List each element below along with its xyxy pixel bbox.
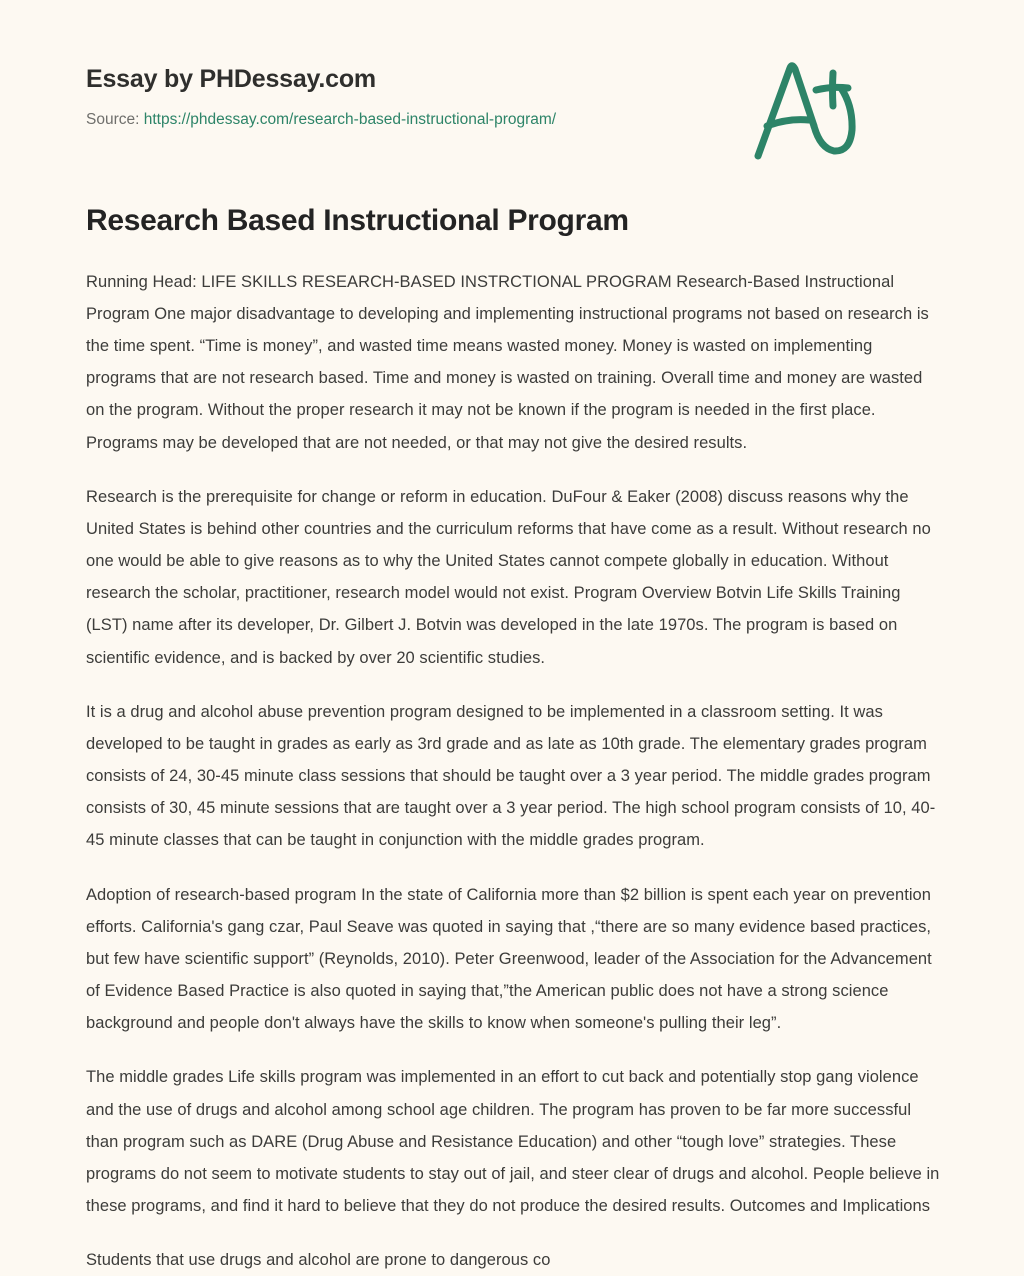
paragraph: Adoption of research-based program In the state of California more than $2 billion is spent each year on prevention efforts. California's gang czar, Paul Seave was quoted in saying that ,“there are so many evidence based practices, but few have scientific support” (Reynolds, 2010). Peter Greenwood, leader of the Association for the Advancement of Evidence Based Practice is also quoted in saying that,”the American public does not have a strong science background and people don't always have the skills to know when someone's pulling their leg”. [86,885,932,1033]
brand-title: Essay by PHDessay.com [86,65,376,93]
essay-body [86,240,942,1276]
source-url-link[interactable]: https://phdessay.com/research-based-instructional-program/ [143,111,557,128]
paragraph: Students that use drugs and alcohol are prone to dangerous co [86,1251,551,1270]
paragraph: It is a drug and alcohol abuse prevention program designed to be implemented in a classroom setting. It was developed to be taught in grades as early as 3rd grade and as late as 10th grade. The elementary grades program consists of 24, 30-45 minute class sessions that should be taught over a 3 year period. The middle grades program consists of 30, 45 minute sessions that are taught over a 3 year period. The high school program consists of 10, 40-45 minute classes that can be taught in conjunction with the middle grades program. [86,702,936,850]
paragraph: Research is the prerequisite for change or reform in education. DuFour & Eaker (2008) discuss reasons why the United States is behind other countries and the curriculum reforms that have come as a result. Without research no one would be able to give reasons as to why the United States cannot compete globally in education. Without research the scholar, practitioner, research model would not exist. Program Overview Botvin Life Skills Training (LST) name after its developer, Dr. Gilbert J. Botvin was developed in the late 1970s. The program is based on scientific evidence, and is backed by over 20 scientific studies. [86,487,931,667]
aplus-logo-icon [738,48,868,168]
paragraph: The middle grades Life skills program was implemented in an effort to cut back and potentially stop gang violence and the use of drugs and alcohol among school age children. The program has proven to be far more successful than program such as DARE (Drug Abuse and Resistance Education) and other “tough love” strategies. These programs do not seem to motivate students to stay out of jail, and steer clear of drugs and alcohol. People believe in these programs, and find it hard to believe that they do not produce the desired results. Outcomes and Implications [86,1068,940,1216]
source-label: Source: [86,111,140,128]
page-title: Research Based Instructional Program [86,204,629,238]
paragraph: Running Head: LIFE SKILLS RESEARCH-BASED INSTRCTIONAL PROGRAM Research-Based Instructional Program One major disadvantage to developing and implementing instructional programs not based on research is the time spent. “Time is money”, and wasted time means wasted money. Money is wasted on implementing programs that are not research based. Time and money is wasted on training. Overall time and money are wasted on the program. Without the proper research it may not be known if the program is needed in the first place. Programs may be developed that are not needed, or that may not give the desired results. [86,272,929,452]
page-header [86,0,938,130]
